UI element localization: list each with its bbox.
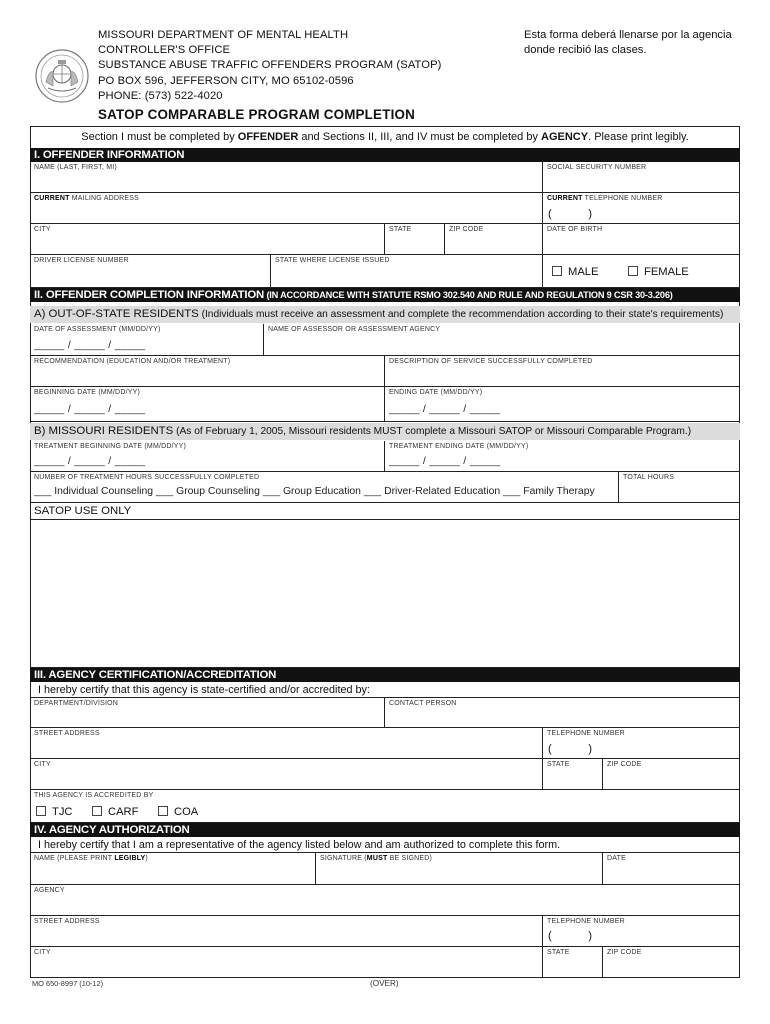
date-blank: _____ / _____ / _____ bbox=[34, 403, 146, 415]
field-label-text: NAME (PLEASE PRINT bbox=[34, 855, 115, 862]
agency-line: SUBSTANCE ABUSE TRAFFIC OFFENDERS PROGRAM (SATOP) bbox=[98, 59, 442, 72]
field-label: TOTAL HOURS bbox=[623, 474, 675, 481]
over-label: (OVER) bbox=[370, 979, 399, 988]
field-label: DATE OF ASSESSMENT (MM/DD/YY) bbox=[34, 326, 161, 333]
contact-person-field[interactable] bbox=[385, 697, 740, 728]
field-label: CITY bbox=[34, 226, 51, 233]
certify-text: I hereby certify that this agency is state-certified and/or accredited by: bbox=[38, 684, 370, 696]
section-note: (IN ACCORDANCE WITH STATUTE RSMO 302.540 AND RULE AND REGULATION 9 CSR 30-3.206) bbox=[264, 290, 673, 300]
subsection-note: (Individuals must receive an assessment and complete the recommendation according to their state's requirements) bbox=[198, 309, 724, 320]
field-label-text: ) bbox=[145, 855, 148, 862]
checkbox-label: TJC bbox=[52, 806, 73, 818]
field-label: STATE bbox=[547, 949, 570, 956]
treatment-end-field[interactable] bbox=[385, 441, 740, 472]
spanish-line: donde recibió las clases. bbox=[524, 44, 647, 57]
field-label: CITY bbox=[34, 949, 51, 956]
field-label: CONTACT PERSON bbox=[389, 700, 457, 707]
auth-zip-field[interactable] bbox=[603, 947, 740, 978]
out-of-state-subheader bbox=[30, 306, 740, 323]
agency-line: MISSOURI DEPARTMENT OF MENTAL HEALTH bbox=[98, 29, 349, 41]
current-word: CURRENT bbox=[547, 195, 583, 202]
field-label: RECOMMENDATION (EDUCATION AND/OR TREATMENT) bbox=[34, 358, 231, 365]
field-label: ZIP CODE bbox=[449, 226, 484, 233]
instruction-offender: OFFENDER bbox=[237, 131, 299, 143]
checkbox-label: COA bbox=[174, 806, 199, 818]
spanish-line: Esta forma deberá llenarse por la agencia bbox=[524, 29, 732, 41]
license-state-field[interactable] bbox=[271, 255, 543, 288]
date-blank: _____ / _____ / _____ bbox=[34, 455, 146, 467]
field-label-text: SIGNATURE ( bbox=[320, 855, 367, 862]
must-word: MUST bbox=[366, 855, 388, 862]
agency-line: CONTROLLER'S OFFICE bbox=[98, 44, 231, 57]
field-label: DEPARTMENT/DIVISION bbox=[34, 700, 119, 707]
field-label: STATE bbox=[389, 226, 412, 233]
driver-license-field[interactable] bbox=[30, 255, 271, 288]
field-label-text: BE SIGNED) bbox=[387, 855, 433, 862]
beginning-date-field[interactable] bbox=[30, 387, 385, 422]
ssn-field[interactable] bbox=[543, 162, 740, 193]
service-description-field[interactable] bbox=[385, 356, 740, 387]
checkbox-icon bbox=[92, 806, 102, 816]
field-label: NAME OF ASSESSOR OR ASSESSMENT AGENCY bbox=[268, 326, 441, 333]
field-label: ENDING DATE (MM/DD/YY) bbox=[389, 389, 483, 396]
field-label: AGENCY bbox=[34, 887, 65, 894]
field-label: NAME (LAST, FIRST, MI) bbox=[34, 164, 117, 171]
signature-field[interactable] bbox=[316, 852, 603, 885]
subsection-heading: B) MISSOURI RESIDENTS bbox=[34, 425, 174, 437]
field-label: STREET ADDRESS bbox=[34, 918, 100, 925]
field-label: TREATMENT ENDING DATE (MM/DD/YY) bbox=[389, 443, 529, 450]
ending-date-field[interactable] bbox=[385, 387, 740, 422]
subsection-note: (As of February 1, 2005, Missouri residents MUST complete a Missouri SATOP or Missouri Comparable Program.) bbox=[173, 426, 692, 437]
field-label-text: TELEPHONE NUMBER bbox=[582, 195, 663, 202]
treatment-hours-field[interactable] bbox=[30, 472, 619, 503]
section-title: II. OFFENDER COMPLETION INFORMATION bbox=[34, 289, 265, 301]
satop-use-only-area bbox=[30, 503, 740, 668]
instructions bbox=[30, 126, 740, 148]
department-field[interactable] bbox=[30, 697, 385, 728]
field-label: TELEPHONE NUMBER bbox=[547, 730, 625, 737]
recommendation-field[interactable] bbox=[30, 356, 385, 387]
field-label-text: MAILING ADDRESS bbox=[69, 195, 139, 202]
form-title: SATOP COMPARABLE PROGRAM COMPLETION bbox=[98, 107, 415, 122]
field-label: TREATMENT BEGINNING DATE (MM/DD/YY) bbox=[34, 443, 187, 450]
treatment-begin-field[interactable] bbox=[30, 441, 385, 472]
instruction-text: and Sections II, III, and IV must be completed by bbox=[298, 131, 542, 143]
auth-street-field[interactable] bbox=[30, 916, 543, 947]
dob-field[interactable] bbox=[543, 224, 740, 255]
field-label: DESCRIPTION OF SERVICE SUCCESSFULLY COMPLETED bbox=[389, 358, 593, 365]
section-2-header bbox=[30, 288, 740, 302]
checkbox-icon bbox=[36, 806, 46, 816]
male-checkbox[interactable] bbox=[552, 266, 598, 278]
city-field[interactable] bbox=[30, 224, 385, 255]
legibly-word: LEGIBLY bbox=[114, 855, 146, 862]
field-label: DRIVER LICENSE NUMBER bbox=[34, 257, 129, 264]
zip-field[interactable] bbox=[445, 224, 543, 255]
subsection-heading: A) OUT-OF-STATE RESIDENTS bbox=[34, 308, 199, 320]
checkbox-icon bbox=[158, 806, 168, 816]
assessor-field[interactable] bbox=[264, 324, 740, 356]
coa-checkbox[interactable] bbox=[158, 806, 198, 818]
tjc-checkbox[interactable] bbox=[36, 806, 73, 818]
mailing-address-field[interactable] bbox=[30, 193, 543, 224]
field-label: STREET ADDRESS bbox=[34, 730, 100, 737]
field-label: NUMBER OF TREATMENT HOURS SUCCESSFULLY COMPLETED bbox=[34, 474, 260, 481]
current-word: CURRENT bbox=[34, 195, 70, 202]
field-label: DATE OF BIRTH bbox=[547, 226, 603, 233]
checkbox-label: FEMALE bbox=[644, 266, 689, 278]
field-label: STATE bbox=[547, 761, 570, 768]
missouri-residents-subheader bbox=[30, 423, 740, 440]
field-label bbox=[34, 855, 148, 862]
field-label bbox=[547, 195, 663, 202]
missouri-state-seal-icon bbox=[34, 48, 90, 104]
area-code-parens: ( ) bbox=[548, 208, 592, 220]
field-label: STATE WHERE LICENSE ISSUED bbox=[275, 257, 390, 264]
agency-city-field[interactable] bbox=[30, 759, 543, 790]
checkbox-icon bbox=[628, 266, 638, 276]
auth-state-field[interactable] bbox=[543, 947, 603, 978]
area-code-parens: ( ) bbox=[548, 930, 592, 942]
carf-checkbox[interactable] bbox=[92, 806, 138, 818]
field-label: BEGINNING DATE (MM/DD/YY) bbox=[34, 389, 140, 396]
agency-street-field[interactable] bbox=[30, 728, 543, 759]
state-field[interactable] bbox=[385, 224, 445, 255]
field-label: SOCIAL SECURITY NUMBER bbox=[547, 164, 647, 171]
representative-name-field[interactable] bbox=[30, 852, 316, 885]
date-blank: _____ / _____ / _____ bbox=[389, 403, 501, 415]
date-blank: _____ / _____ / _____ bbox=[34, 339, 146, 351]
satop-use-only-label: SATOP USE ONLY bbox=[34, 505, 132, 517]
field-label bbox=[34, 195, 139, 202]
agency-line: PHONE: (573) 522-4020 bbox=[98, 89, 223, 102]
field-label: TELEPHONE NUMBER bbox=[547, 918, 625, 925]
section-3-header: III. AGENCY CERTIFICATION/ACCREDITATION bbox=[30, 668, 740, 682]
field-label: ZIP CODE bbox=[607, 949, 642, 956]
instruction-agency: AGENCY bbox=[541, 131, 589, 143]
authorizing-agency-field[interactable] bbox=[30, 885, 740, 916]
agency-state-field[interactable] bbox=[543, 759, 603, 790]
total-hours-field[interactable] bbox=[619, 472, 740, 503]
female-checkbox[interactable] bbox=[628, 266, 689, 278]
field-label: ZIP CODE bbox=[607, 761, 642, 768]
checkbox-label: MALE bbox=[568, 266, 599, 278]
agency-header bbox=[98, 28, 441, 104]
area-code-parens: ( ) bbox=[548, 743, 592, 755]
agency-line: PO BOX 596, JEFFERSON CITY, MO 65102-0596 bbox=[98, 74, 354, 87]
section-1-header: I. OFFENDER INFORMATION bbox=[30, 148, 740, 162]
auth-city-field[interactable] bbox=[30, 947, 543, 978]
certify-text: I hereby certify that I am a representative of the agency listed below and am authorized to complete this form. bbox=[38, 839, 561, 851]
checkbox-label: CARF bbox=[108, 806, 139, 818]
instruction-text: . Please print legibly. bbox=[588, 131, 689, 143]
spanish-note bbox=[524, 28, 732, 58]
agency-zip-field[interactable] bbox=[603, 759, 740, 790]
field-label: DATE bbox=[607, 855, 626, 862]
hour-types: ___ Individual Counseling ___ Group Counseling ___ Group Education ___ Driver-Related Education ___ Family Therapy bbox=[34, 486, 595, 497]
assessment-date-field[interactable] bbox=[30, 324, 264, 356]
signature-date-field[interactable] bbox=[603, 852, 740, 885]
checkbox-icon bbox=[552, 266, 562, 276]
offender-name-field[interactable] bbox=[30, 162, 543, 193]
instruction-text: Section I must be completed by bbox=[81, 131, 238, 143]
field-label bbox=[320, 855, 432, 862]
field-label: CITY bbox=[34, 761, 51, 768]
field-label: THIS AGENCY IS ACCREDITED BY bbox=[34, 792, 154, 799]
section-4-header: IV. AGENCY AUTHORIZATION bbox=[30, 823, 740, 837]
form-number: MO 650-8997 (10-12) bbox=[32, 979, 104, 988]
date-blank: _____ / _____ / _____ bbox=[389, 455, 501, 467]
